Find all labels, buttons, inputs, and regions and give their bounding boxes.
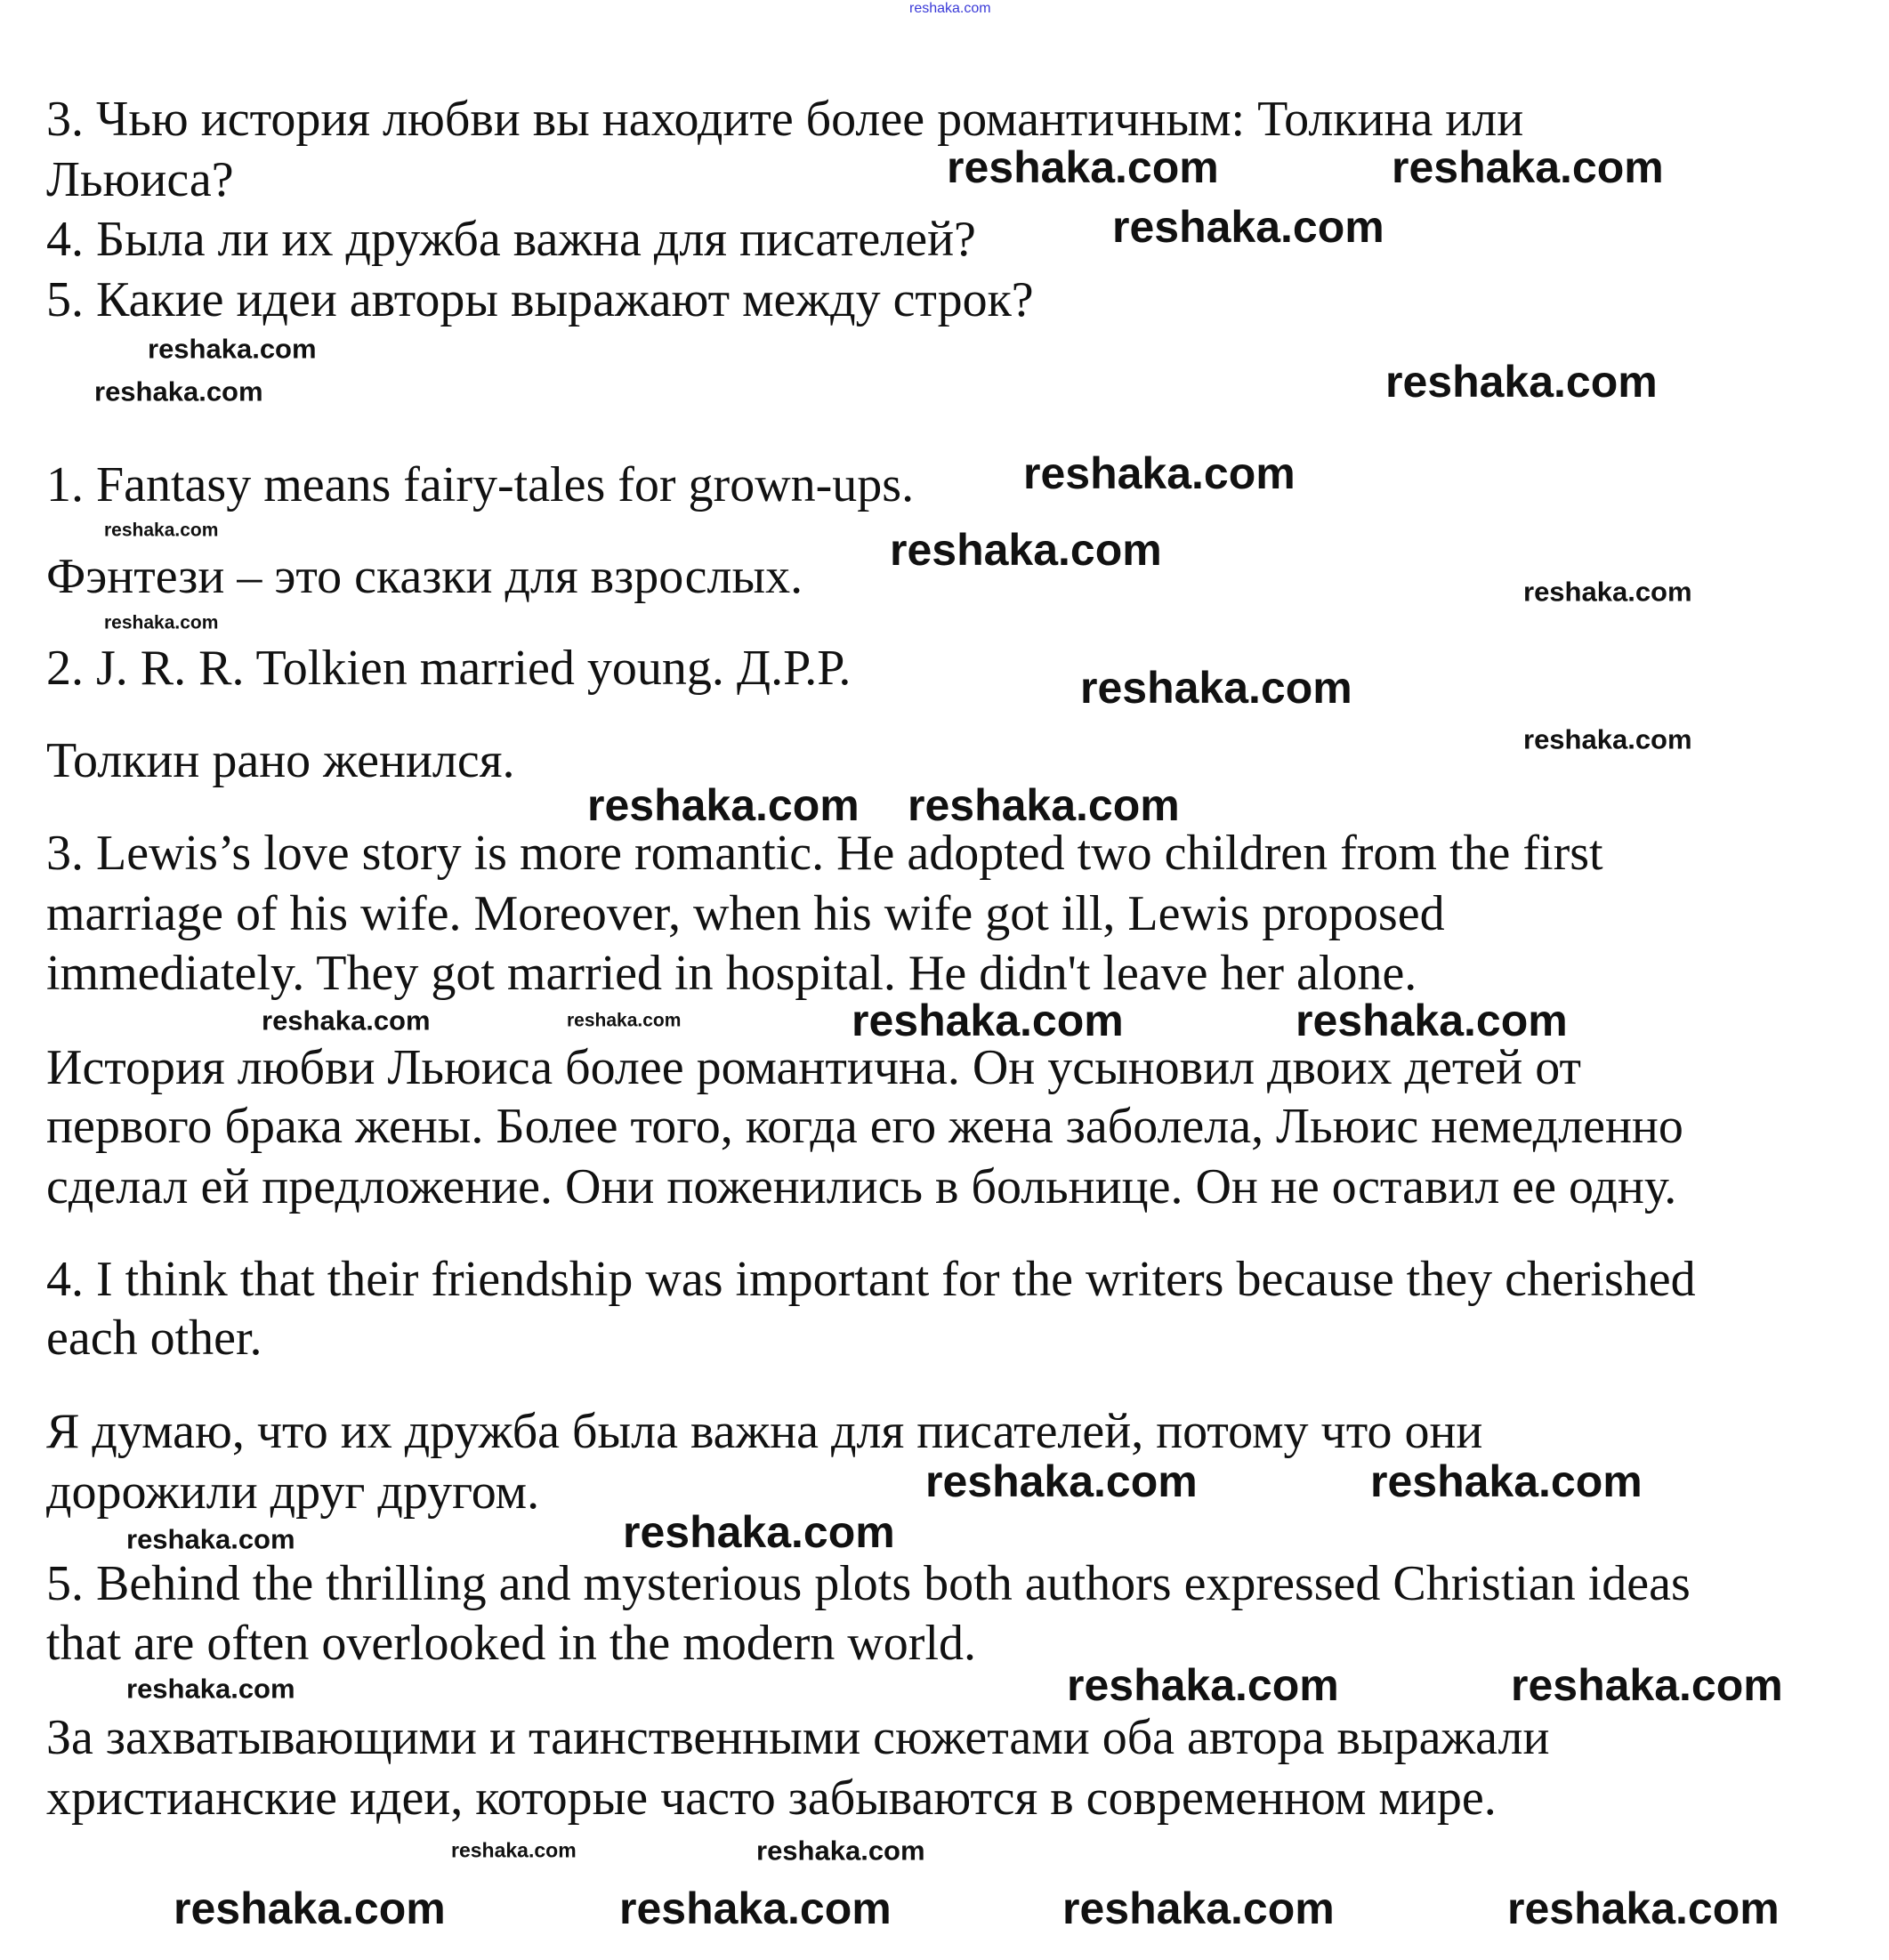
answer-line: 5. Behind the thrilling and mysterious plots both authors expressed Christian ideas <box>46 1556 1691 1611</box>
question-line: Льюиса? <box>46 152 234 207</box>
watermark: reshaka.com <box>148 333 317 365</box>
answer-line: marriage of his wife. Moreover, when his wife got ill, Lewis proposed <box>46 886 1445 941</box>
watermark: reshaka.com <box>1523 576 1692 608</box>
watermark: reshaka.com <box>1023 448 1296 498</box>
answer-line: immediately. They got married in hospital. He didn't leave her alone. <box>46 946 1417 1001</box>
watermark: reshaka.com <box>623 1507 895 1557</box>
answer-line: История любви Льюиса более романтична. Он усыновил двоих детей от <box>46 1040 1581 1095</box>
watermark: reshaka.com <box>852 996 1124 1045</box>
watermark: reshaka.com <box>619 1883 892 1933</box>
watermark: reshaka.com <box>126 1523 295 1555</box>
watermark: reshaka.com <box>567 1010 682 1031</box>
watermark: reshaka.com <box>104 520 219 541</box>
answer-line: За захватывающими и таинственными сюжетами оба автора выражали <box>46 1710 1550 1765</box>
question-line: 3. Чью история любви вы находите более романтичным: Толкина или <box>46 92 1524 147</box>
top-watermark: reshaka.com <box>909 1 991 16</box>
answer-line: 1. Fantasy means fairy-tales for grown-ups. <box>46 457 915 512</box>
watermark: reshaka.com <box>126 1673 295 1705</box>
answer-line: первого брака жены. Более того, когда его жена заболела, Льюис немедленно <box>46 1099 1683 1154</box>
answer-line: 4. I think that their friendship was important for the writers because they cherished <box>46 1252 1696 1307</box>
watermark: reshaka.com <box>947 142 1219 192</box>
watermark: reshaka.com <box>1385 357 1658 407</box>
watermark: reshaka.com <box>451 1838 577 1862</box>
watermark: reshaka.com <box>1080 663 1352 713</box>
watermark: reshaka.com <box>1507 1883 1780 1933</box>
watermark: reshaka.com <box>1296 996 1568 1045</box>
question-line: 5. Какие идеи авторы выражают между строк? <box>46 272 1034 327</box>
answer-line: Я думаю, что их дружба была важна для писателей, потому что они <box>46 1404 1483 1459</box>
watermark: reshaka.com <box>1067 1660 1339 1710</box>
watermark: reshaka.com <box>908 780 1180 830</box>
answer-line: христианские идеи, которые часто забываются в современном мире. <box>46 1770 1497 1826</box>
question-line: 4. Была ли их дружба важна для писателей? <box>46 212 976 267</box>
answer-line: 3. Lewis’s love story is more romantic. He adopted two children from the first <box>46 826 1603 881</box>
answer-line: Фэнтези – это сказки для взрослых. <box>46 549 803 604</box>
watermark: reshaka.com <box>1523 723 1692 755</box>
watermark: reshaka.com <box>1511 1660 1783 1710</box>
watermark: reshaka.com <box>1392 142 1664 192</box>
answer-line: сделал ей предложение. Они поженились в больнице. Он не оставил ее одну. <box>46 1159 1677 1214</box>
watermark: reshaka.com <box>1062 1883 1335 1933</box>
answer-line: each other. <box>46 1311 262 1366</box>
watermark: reshaka.com <box>1370 1456 1643 1506</box>
answer-line: 2. J. R. R. Tolkien married young. Д.Р.Р. <box>46 641 852 696</box>
watermark: reshaka.com <box>890 525 1162 575</box>
watermark: reshaka.com <box>925 1456 1198 1506</box>
watermark: reshaka.com <box>104 612 219 633</box>
watermark: reshaka.com <box>174 1883 446 1933</box>
answer-line: that are often overlooked in the modern world. <box>46 1616 976 1671</box>
watermark: reshaka.com <box>1112 202 1384 252</box>
answer-line: дорожили друг другом. <box>46 1464 540 1520</box>
watermark: reshaka.com <box>262 1004 431 1036</box>
answer-line: Толкин рано женился. <box>46 733 515 788</box>
watermark: reshaka.com <box>756 1835 925 1867</box>
watermark: reshaka.com <box>587 780 860 830</box>
watermark: reshaka.com <box>94 375 263 407</box>
